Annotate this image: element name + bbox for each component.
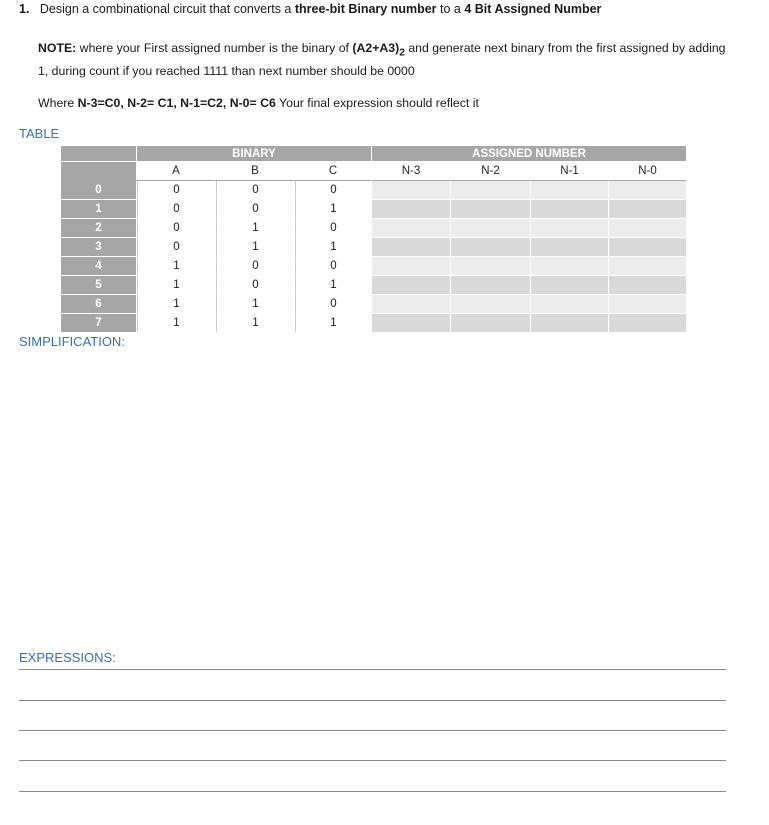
- cell-n0[interactable]: [609, 238, 687, 257]
- note-bold-text: (A2+A3): [352, 41, 400, 55]
- cell-n1[interactable]: [531, 257, 609, 276]
- cell-n1[interactable]: [531, 276, 609, 295]
- column-header-index: [61, 162, 137, 181]
- answer-line[interactable]: [19, 791, 726, 792]
- answer-line[interactable]: [19, 700, 726, 701]
- cell-c: 1: [295, 238, 372, 257]
- question-text-2: to a: [436, 2, 465, 16]
- cell-n3[interactable]: [372, 276, 451, 295]
- cell-n1[interactable]: [531, 238, 609, 257]
- cell-a: 0: [137, 181, 216, 200]
- cell-n2[interactable]: [451, 219, 531, 238]
- column-header-n1: N-1: [531, 162, 609, 181]
- cell-a: 0: [137, 219, 216, 238]
- cell-a: 0: [137, 200, 216, 219]
- cell-c: 1: [295, 276, 372, 295]
- cell-n3[interactable]: [372, 295, 451, 314]
- column-header-n2: N-2: [451, 162, 531, 181]
- assigned-group-header: ASSIGNED NUMBER: [372, 146, 687, 162]
- column-header-a: A: [137, 162, 216, 181]
- cell-b: 1: [216, 314, 295, 333]
- table-row: [61, 238, 687, 257]
- where-bold: N-3=C0, N-2= C1, N-1=C2, N-0= C6: [77, 96, 276, 110]
- cell-n2[interactable]: [451, 295, 531, 314]
- cell-a: 1: [137, 276, 216, 295]
- cell-b: 0: [216, 200, 295, 219]
- cell-n0[interactable]: [609, 276, 687, 295]
- cell-c: 0: [295, 181, 372, 200]
- question-bold-2: 4 Bit Assigned Number: [464, 2, 602, 16]
- row-index: 7: [61, 314, 137, 333]
- cell-n3[interactable]: [372, 238, 451, 257]
- cell-a: 1: [137, 295, 216, 314]
- cell-b: 1: [216, 238, 295, 257]
- cell-b: 1: [216, 295, 295, 314]
- note-bold: [352, 41, 405, 59]
- cell-n1[interactable]: [531, 219, 609, 238]
- table-row: [61, 276, 687, 295]
- cell-n3[interactable]: [372, 314, 451, 333]
- cell-n3[interactable]: [372, 257, 451, 276]
- column-header-n3: N-3: [372, 162, 451, 181]
- cell-n2[interactable]: [451, 314, 531, 333]
- header-blank: [61, 146, 137, 162]
- cell-n0[interactable]: [609, 257, 687, 276]
- cell-c: 0: [295, 295, 372, 314]
- cell-n0[interactable]: [609, 200, 687, 219]
- cell-n3[interactable]: [372, 181, 451, 200]
- table-row: [61, 257, 687, 276]
- note-paragraph: [38, 39, 738, 80]
- row-index: 4: [61, 257, 137, 276]
- table-row: [61, 200, 687, 219]
- cell-b: 0: [216, 257, 295, 276]
- cell-n0[interactable]: [609, 219, 687, 238]
- cell-c: 1: [295, 314, 372, 333]
- row-index: 2: [61, 219, 137, 238]
- cell-n2[interactable]: [451, 200, 531, 219]
- cell-n1[interactable]: [531, 181, 609, 200]
- cell-a: 1: [137, 314, 216, 333]
- cell-c: 0: [295, 257, 372, 276]
- cell-n2[interactable]: [451, 238, 531, 257]
- table-row: [61, 295, 687, 314]
- where-text-1: Where: [38, 96, 78, 110]
- question-title: [19, 2, 601, 16]
- cell-c: 0: [295, 219, 372, 238]
- table-group-header-row: [61, 146, 687, 162]
- row-index: 6: [61, 295, 137, 314]
- cell-n2[interactable]: [451, 257, 531, 276]
- row-index: 1: [61, 200, 137, 219]
- note-label: NOTE:: [38, 41, 77, 55]
- cell-n0[interactable]: [609, 295, 687, 314]
- cell-n0[interactable]: [609, 181, 687, 200]
- cell-n1[interactable]: [531, 295, 609, 314]
- cell-a: 0: [137, 238, 216, 257]
- column-header-b: B: [216, 162, 295, 181]
- where-text-2: Your final expression should reflect it: [275, 96, 479, 110]
- answer-line[interactable]: [19, 730, 726, 731]
- column-header-c: C: [295, 162, 372, 181]
- cell-n2[interactable]: [451, 276, 531, 295]
- cell-n2[interactable]: [451, 181, 531, 200]
- question-text-1: Design a combinational circuit that converts a: [39, 2, 295, 16]
- table-row: [61, 181, 687, 200]
- where-line: [38, 96, 479, 110]
- row-index: 0: [61, 181, 137, 200]
- row-index: 3: [61, 238, 137, 257]
- question-number: 1.: [19, 2, 30, 16]
- cell-a: 1: [137, 257, 216, 276]
- binary-group-header: BINARY: [137, 146, 372, 162]
- truth-table: [61, 146, 687, 333]
- column-header-n0: N-0: [609, 162, 687, 181]
- note-text-1: where your First assigned number is the binary of: [76, 41, 353, 55]
- cell-n0[interactable]: [609, 314, 687, 333]
- cell-n1[interactable]: [531, 200, 609, 219]
- question-bold-1: three-bit Binary number: [294, 2, 437, 16]
- table-column-header-row: [61, 162, 687, 181]
- cell-n3[interactable]: [372, 219, 451, 238]
- cell-c: 1: [295, 200, 372, 219]
- note-subscript: 2: [399, 47, 405, 59]
- cell-b: 1: [216, 219, 295, 238]
- table-row: [61, 314, 687, 333]
- cell-b: 0: [216, 276, 295, 295]
- cell-n3[interactable]: [372, 200, 451, 219]
- cell-n1[interactable]: [531, 314, 609, 333]
- expressions-label: EXPRESSIONS:: [19, 650, 116, 665]
- note-text-2: and generate next binary from the first assigned by adding 1, during count if you reached 1111 than next number should be 0000: [38, 41, 726, 79]
- table-label: TABLE: [19, 126, 60, 141]
- answer-line[interactable]: [19, 669, 726, 670]
- table-row: [61, 219, 687, 238]
- cell-b: 0: [216, 181, 295, 200]
- simplification-label: SIMPLIFICATION:: [19, 334, 125, 349]
- row-index: 5: [61, 276, 137, 295]
- answer-line[interactable]: [19, 760, 726, 761]
